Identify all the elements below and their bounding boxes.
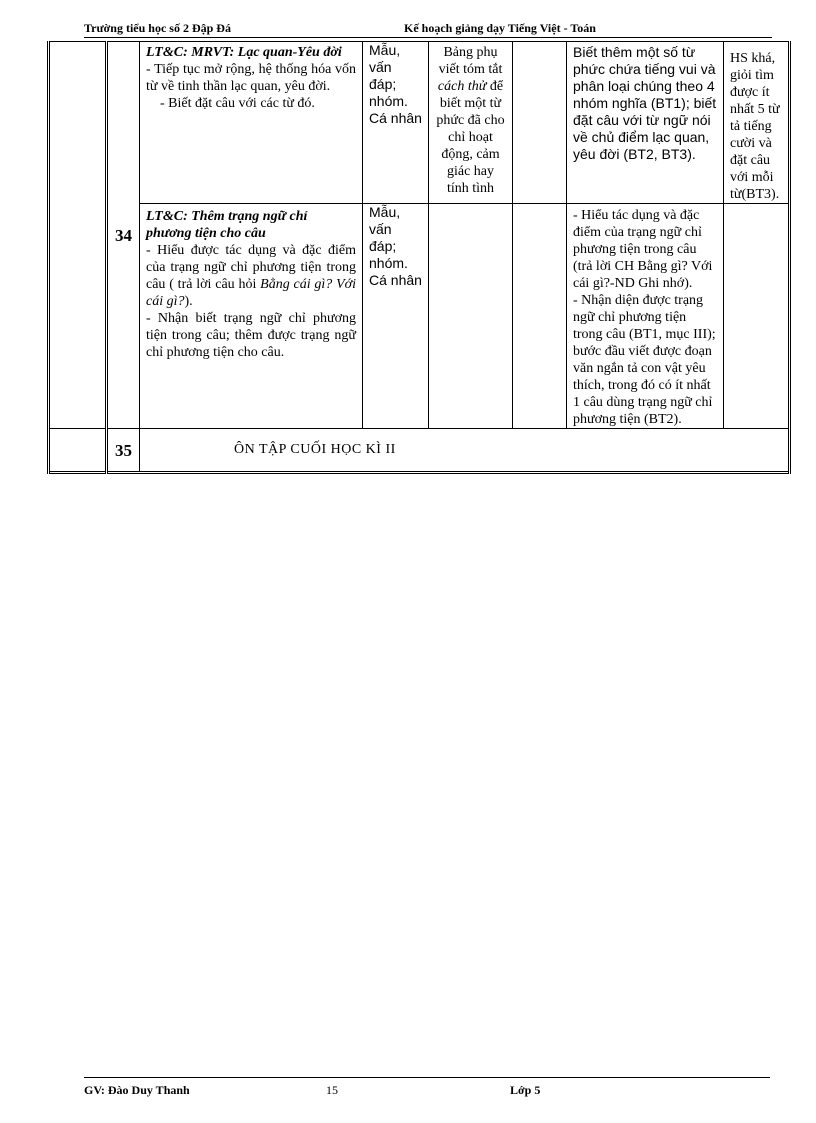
teaching-aids-cell	[429, 42, 513, 204]
empty-cell	[513, 42, 567, 204]
blank-cell	[49, 42, 107, 429]
empty-cell	[429, 204, 513, 429]
school-name: Trường tiểu học số 2 Đập Đá	[84, 21, 231, 35]
lesson-objective-text: - Biết đặt câu với các từ đó.	[160, 96, 315, 111]
objectives-cell: Biết thêm một số từ phức chứa tiếng vui và phân loại chúng theo 4 nhóm nghĩa (BT1); biết đặt câu với từ ngữ nói về chủ điểm lạc quan, yêu đời (BT2, BT3).	[567, 42, 724, 204]
objective-item: - Nhận diện được trạng ngữ chỉ phương tiện trong câu (BT1, mục III); bước đầu viết được đoạn văn ngắn tả con vật yêu thích, trong đó có ít nhất 1 câu dùng trạng ngữ chỉ phương tiện (BT2).	[573, 293, 716, 427]
page-header	[84, 17, 772, 38]
table-row	[49, 42, 790, 204]
lesson-content-cell	[140, 42, 363, 204]
page-number: 15	[326, 1083, 338, 1097]
question-text: Bằng cái gì? Với cái gì?	[146, 277, 356, 309]
method-cell: Mẫu, vấn đáp; nhóm. Cá nhân	[363, 42, 429, 204]
blank-cell	[49, 429, 107, 473]
review-cell: ÔN TẬP CUỐI HỌC KÌ II	[140, 429, 790, 473]
lesson-objective-text: - Tiếp tục mở rộng, hệ thống hóa vốn từ về tinh thần lạc quan, yêu đời.	[146, 62, 356, 94]
page-footer	[84, 1077, 770, 1097]
plan-title: Kế hoạch giảng dạy Tiếng Việt - Toán	[404, 21, 596, 35]
aids-text: để biết một từ phức đã cho chỉ hoạt động, cảm giác hay tính tình	[436, 79, 505, 196]
week-number: 35	[107, 429, 140, 473]
teacher-name: GV: Đào Duy Thanh	[84, 1083, 190, 1097]
notes-cell: HS khá, giỏi tìm được ít nhất 5 từ tả tiếng cười và đặt câu với mỗi từ(BT3).	[724, 42, 790, 204]
method-cell: Mẫu, vấn đáp; nhóm. Cá nhân	[363, 204, 429, 429]
aids-text: Bảng phụ viết tóm tắt	[438, 45, 503, 77]
lesson-title: LT&C: Thêm trạng ngữ chỉ phương tiện cho câu	[146, 209, 308, 241]
empty-cell	[724, 204, 790, 429]
lesson-objective-text: - Hiểu được tác dụng và đặc điểm của trạng ngữ chỉ phương tiện trong câu ( trả lời câu hỏi Bằng cái gì? Với cái gì?).	[146, 243, 356, 309]
objectives-cell	[567, 204, 724, 429]
lesson-objective-text: - Nhận biết trạng ngữ chỉ phương tiện trong câu; thêm được trạng ngữ chỉ phương tiện cho câu.	[146, 311, 356, 360]
aids-text-italic: cách thử	[437, 79, 487, 94]
table-row	[49, 204, 790, 429]
grade-label: Lớp 5	[510, 1083, 541, 1097]
lesson-title: LT&C: MRVT: Lạc quan-Yêu đời	[146, 45, 342, 60]
table-row	[49, 429, 790, 473]
lesson-content-cell	[140, 204, 363, 429]
empty-cell	[513, 204, 567, 429]
lesson-plan-table	[47, 41, 791, 474]
week-number: 34	[107, 42, 140, 429]
objective-item: - Hiểu tác dụng và đặc điểm của trạng ngữ chỉ phương tiện trong câu (trả lời CH Bằng gì? Với cái gì?-ND Ghi nhớ).	[573, 208, 713, 291]
